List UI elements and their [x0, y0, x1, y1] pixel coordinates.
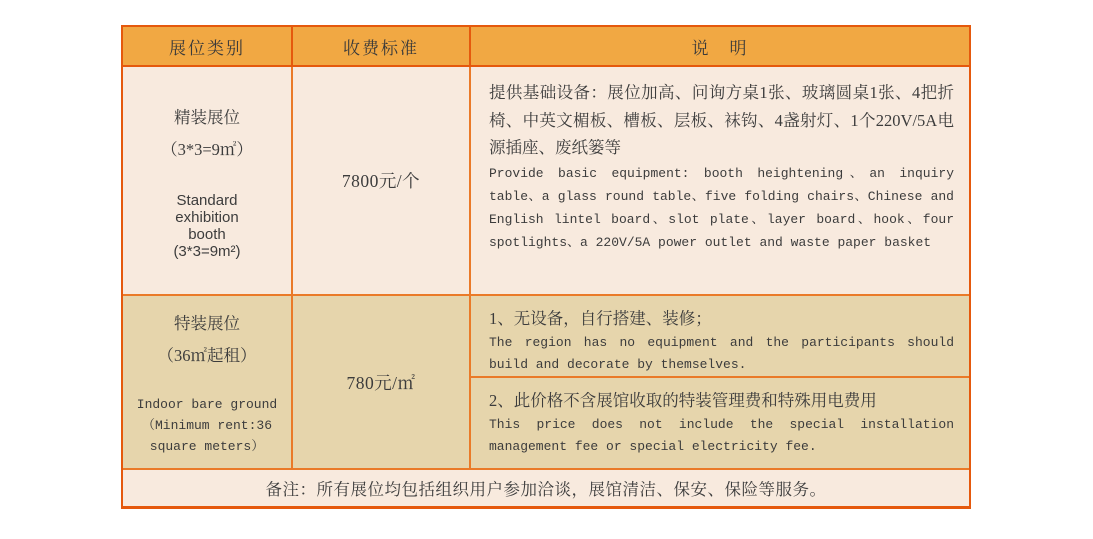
standard-booth-price: 7800元/个 — [293, 67, 471, 294]
standard-booth-desc-en: Provide basic equipment: booth heightening、an inquiry table、a glass round table、five folding chairs、Chinese and English lintel board、slot plate、layer board、hook、four spotlights、a 220V/5A power outlet and waste paper basket — [489, 165, 954, 250]
special-booth-row — [123, 296, 969, 470]
header-fee-standard: 收费标准 — [293, 27, 471, 65]
standard-booth-size-zh: （3*3=9㎡） — [161, 139, 253, 159]
header-booth-type: 展位类别 — [123, 27, 293, 65]
special-booth-note-1 — [471, 296, 969, 378]
standard-booth-category-cell — [123, 67, 293, 294]
table-header-row — [123, 27, 969, 67]
standard-booth-name-en — [157, 192, 257, 260]
standard-booth-desc-zh: 提供基础设备：展位加高、问询方桌1张、玻璃圆桌1张、4把折椅、中英文楣板、槽板、层板、袜钩、4盏射灯、1个220V/5A电源插座、废纸篓等 — [489, 83, 954, 157]
special-booth-note2-zh: 2、此价格不含展馆收取的特装管理费和特殊用电费用 — [489, 391, 877, 410]
special-booth-name-en: Indoor bare ground（Minimum rent:36 square meters） — [136, 396, 278, 454]
special-booth-note-2 — [471, 378, 969, 468]
standard-booth-row — [123, 67, 969, 296]
special-booth-notes-cell — [471, 296, 969, 468]
special-booth-price: 780元/㎡ — [293, 296, 471, 468]
special-booth-size-zh: （36㎡起租） — [157, 345, 257, 365]
remark-row — [123, 470, 969, 506]
booth-pricing-table — [121, 25, 971, 509]
special-booth-note1-zh: 1、无设备，自行搭建、装修； — [489, 309, 712, 328]
special-booth-name-zh: 特装展位 — [174, 313, 240, 333]
header-description: 说 明 — [691, 38, 749, 58]
standard-booth-size-en-text: (3*3=9m²) — [173, 242, 241, 260]
remark-text: 备注：所有展位均包括组织用户参加洽谈，展馆清洁、保安、保险等服务。 — [265, 480, 827, 499]
standard-booth-description-cell — [471, 67, 969, 294]
standard-booth-name-zh: 精装展位 — [174, 107, 240, 127]
special-booth-note2-en: This price does not include the special installation management fee or special electricity fee. — [489, 417, 954, 454]
special-booth-category-cell — [123, 296, 293, 468]
special-booth-note1-en: The region has no equipment and the participants should build and decorate by themselves. — [489, 335, 954, 372]
standard-booth-name-en-text: Standard exhibition booth — [175, 191, 239, 243]
